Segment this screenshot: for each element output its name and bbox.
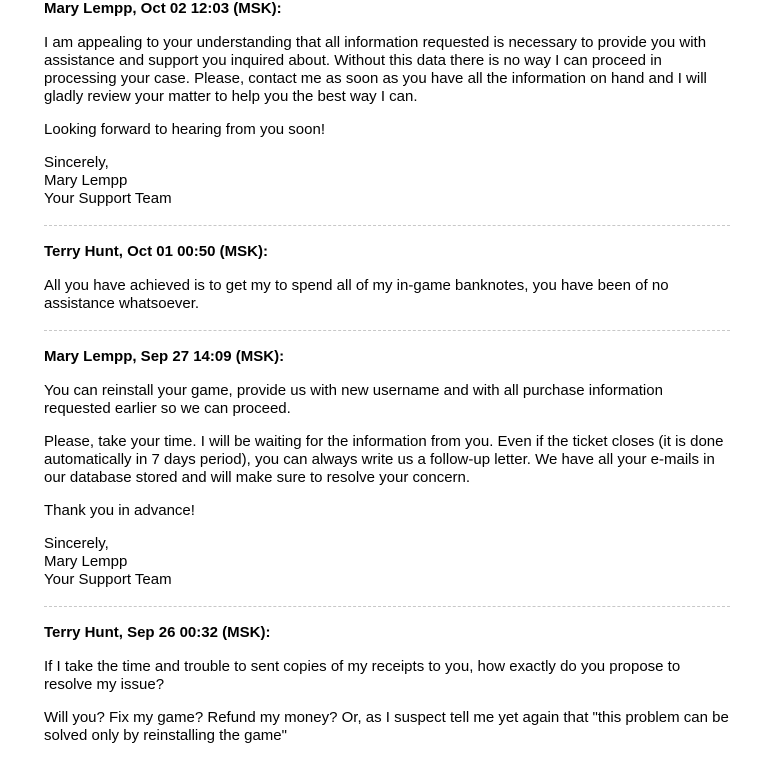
message-text: If I take the time and trouble to sent copies of my receipts to you, how exactly do you propose to resolve my issue? — [44, 658, 681, 693]
message-paragraph — [44, 121, 730, 139]
message-divider — [44, 606, 730, 607]
signature-closing: Sincerely, — [44, 535, 109, 552]
message-paragraph — [44, 382, 730, 418]
message-paragraph — [44, 34, 730, 106]
message — [44, 348, 730, 589]
message-text: You can reinstall your game, provide us with new username and with all purchase information requested earlier so we can proceed. — [44, 382, 663, 417]
signature-name: Mary Lempp — [44, 553, 128, 570]
message-text: Looking forward to hearing from you soon! — [44, 121, 325, 138]
message-text: Thank you in advance! — [44, 502, 195, 519]
message-divider — [44, 225, 730, 226]
message — [44, 624, 730, 745]
message — [44, 243, 730, 313]
signature-team: Your Support Team — [44, 571, 172, 588]
signature-name: Mary Lempp — [44, 172, 128, 189]
message-text: All you have achieved is to get my to spend all of my in-game banknotes, you have been of no assistance whatsoever. — [44, 277, 669, 312]
signature-team: Your Support Team — [44, 190, 172, 207]
signature-closing: Sincerely, — [44, 154, 109, 171]
message-header: Terry Hunt, Oct 01 00:50 (MSK): — [44, 243, 268, 260]
message-divider — [44, 330, 730, 331]
message-header: Mary Lempp, Sep 27 14:09 (MSK): — [44, 348, 285, 365]
message — [44, 0, 730, 208]
message-header: Terry Hunt, Sep 26 00:32 (MSK): — [44, 624, 271, 641]
message-paragraph — [44, 502, 730, 520]
message-text: Please, take your time. I will be waiting for the information from you. Even if the ticket closes (it is done automatically in 7 days period), you can always write us a follow-up letter. We have all your e-mails in our database stored and will make sure to resolve your concern. — [44, 433, 724, 486]
message-header: Mary Lempp, Oct 02 12:03 (MSK): — [44, 0, 282, 17]
message-text: I am appealing to your understanding that all information requested is necessary to provide you with assistance and support you inquired about. Without this data there is no way I can proceed in processing your case. Please, contact me as soon as you have all the information on hand and I will gladly review your matter to help you the best way I can. — [44, 34, 707, 105]
message-paragraph — [44, 709, 730, 745]
message-text: Will you? Fix my game? Refund my money? Or, as I suspect tell me yet again that "this problem can be solved only by reinstalling the game" — [44, 709, 729, 744]
message-paragraph — [44, 433, 730, 487]
signature — [44, 535, 730, 589]
message-paragraph — [44, 658, 730, 694]
signature — [44, 154, 730, 208]
message-paragraph — [44, 277, 730, 313]
